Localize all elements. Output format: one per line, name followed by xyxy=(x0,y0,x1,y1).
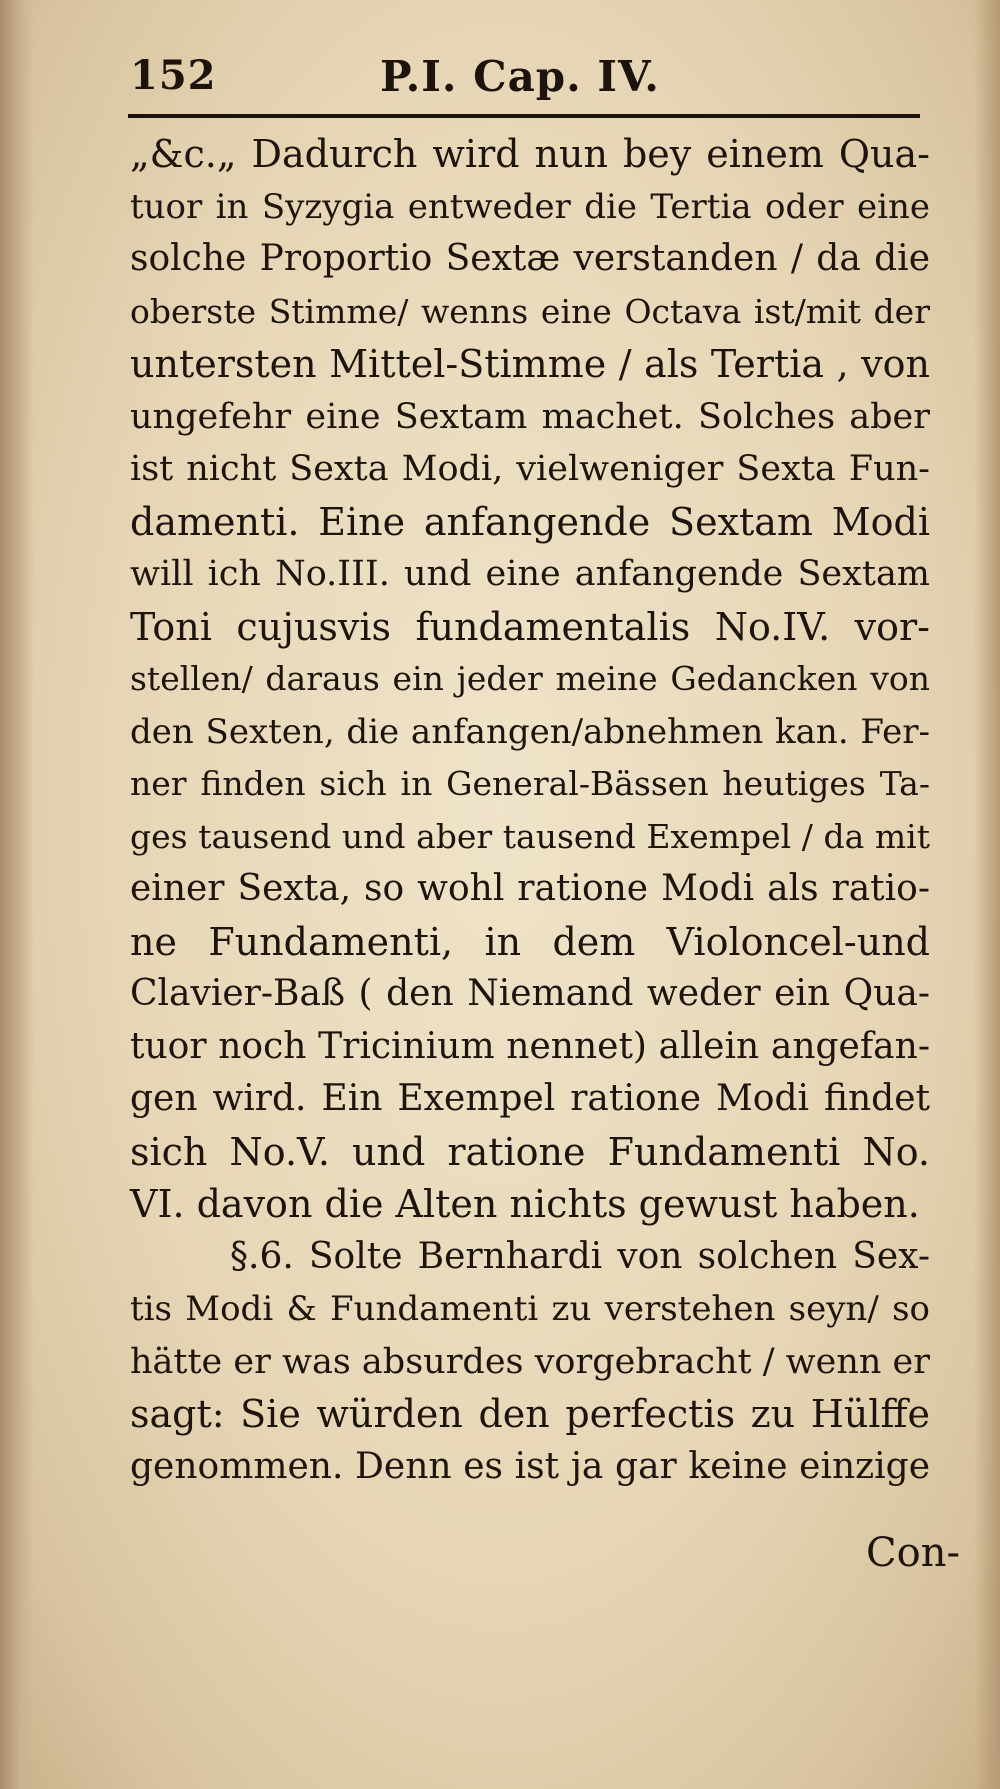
text-line: ner finden sich in General-Bässen heutiges Ta- xyxy=(130,764,930,803)
paragraph-start-line: §.6. Solte Bernhardi von solchen Sex- xyxy=(230,1235,930,1277)
text-line: einer Sexta, so wohl ratione Modi als ratio- xyxy=(130,868,930,909)
text-line: genommen. Denn es ist ja gar keine einzige xyxy=(130,1445,930,1487)
body-text xyxy=(130,128,930,1493)
text-line: gen wird. Ein Exempel ratione Modi findet xyxy=(130,1078,930,1119)
text-line: stellen/ daraus ein jeder meine Gedancken von xyxy=(130,659,930,698)
header-rule xyxy=(128,114,920,118)
text-line: VI. davon die Alten nichts gewust haben. xyxy=(130,1182,920,1226)
text-line: hätte er was absurdes vorgebracht / wenn er xyxy=(130,1341,930,1382)
text-line: damenti. Eine anfangende Sextam Modi xyxy=(130,499,930,544)
text-line: Clavier-Baß ( den Niemand weder ein Qua- xyxy=(130,973,930,1014)
catchword: Con- xyxy=(866,1530,960,1576)
text-line: oberste Stimme/ wenns eine Octava ist/mit der xyxy=(130,291,930,331)
page-edge-shadow xyxy=(974,0,1000,1789)
running-head: P.I. Cap. IV. xyxy=(380,52,660,101)
text-line: ges tausend und aber tausend Exempel / da mit xyxy=(130,816,930,856)
text-line: sich No.V. und ratione Fundamenti No. xyxy=(130,1129,930,1174)
text-line: ungefehr eine Sextam machet. Solches aber xyxy=(130,396,930,437)
text-line: solche Proportio Sextæ verstanden / da die xyxy=(130,238,930,279)
text-line: tuor noch Tricinium nennet) allein angefan- xyxy=(130,1025,930,1067)
text-line: Toni cujusvis fundamentalis No.IV. vor- xyxy=(130,604,930,649)
page-number: 152 xyxy=(130,52,217,99)
text-line: ne Fundamenti, in dem Violoncel-und xyxy=(130,919,930,964)
text-line: „&c.„ Dadurch wird nun bey einem Qua- xyxy=(130,132,930,176)
page-header xyxy=(130,52,920,112)
text-line: ist nicht Sexta Modi, vielweniger Sexta Fun- xyxy=(130,449,930,489)
page-spine-shadow xyxy=(0,0,34,1789)
text-line: den Sexten, die anfangen/abnehmen kan. Fer- xyxy=(130,711,930,752)
text-line: will ich No.III. und eine anfangende Sextam xyxy=(130,554,930,594)
text-line: untersten Mittel-Stimme / als Tertia , von xyxy=(130,342,930,386)
text-line: tuor in Syzygia entweder die Tertia oder eine xyxy=(130,186,930,227)
text-line: tis Modi & Fundamenti zu verstehen seyn/ so xyxy=(130,1289,930,1329)
text-line: sagt: Sie würden den perfectis zu Hülffe xyxy=(130,1392,930,1436)
